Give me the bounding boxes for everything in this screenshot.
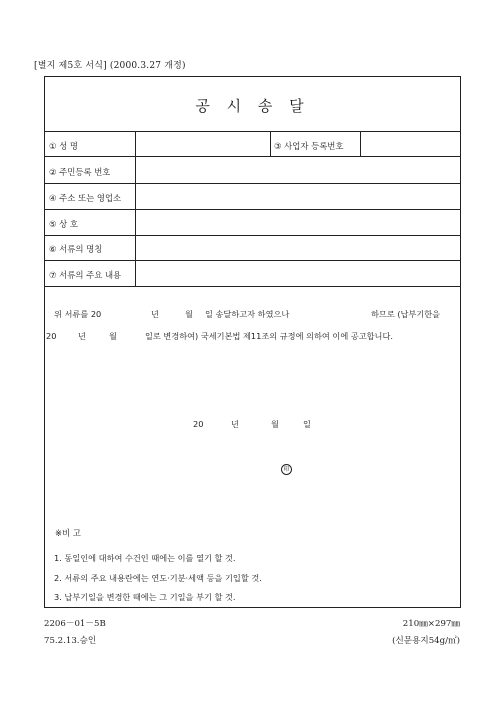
approval-date: 75.2.13.승인 [44,636,97,646]
date-day-unit: 일 [303,419,311,429]
statement-text: 월 [109,331,117,341]
paper-size: 210㎜×297㎜ [402,619,460,629]
form-title: 공 시 송 달 [195,97,310,115]
form-code: 2206－01－5B [44,619,106,629]
cell-divider [270,131,271,156]
table-bottom-border [45,286,460,287]
business-no-field[interactable] [361,132,461,156]
resident-no-field[interactable] [136,157,461,183]
resident-no-label: ② 주민등록 번호 [49,167,111,177]
statement-text: 20 [46,331,57,341]
name-label: ① 성 명 [49,141,79,151]
statement-text: 하므로 (납부기한을 [371,309,441,319]
statement-text: 일 송달하고자 하였으나 [205,309,290,319]
form-frame [44,76,461,608]
note-item: 1. 동일인에 대하여 수건인 때에는 이를 열기 할 것. [54,553,236,563]
notes-title: ※비 고 [55,528,81,538]
statement-text: 년 [151,309,159,319]
note-item: 3. 납부기일을 변경한 때에는 그 기일을 부기 할 것. [54,592,236,602]
statement-text: 일로 변경하여) 국세기본법 제11조의 규정에 의하여 이에 공고합니다. [145,331,393,341]
statement-text: 월 [185,309,193,319]
doc-content-field[interactable] [136,261,461,286]
doc-name-label: ⑥ 서류의 명칭 [49,244,103,254]
doc-name-field[interactable] [136,236,461,260]
doc-content-label: ⑦ 서류의 주요 내용 [49,270,122,280]
statement-text: 년 [78,331,86,341]
form-header: [별지 제5호 서식] (2000.3.27 개정) [34,61,186,71]
seal-mark: 印 [281,464,292,475]
address-label: ④ 주소 또는 영업소 [49,193,122,203]
business-no-label: ③ 사업자 등록번호 [274,141,344,151]
trade-name-label: ⑤ 상 호 [49,219,79,229]
date-month-unit: 월 [271,419,279,429]
address-field[interactable] [136,184,461,209]
paper-type: (신문용지54g/㎡) [392,636,460,646]
date-year: 20 [193,419,204,429]
date-year-unit: 년 [231,419,239,429]
name-field[interactable] [136,132,269,156]
trade-name-field[interactable] [136,210,461,235]
statement-text: 위 서류를 20 [54,309,102,319]
note-item: 2. 서류의 주요 내용란에는 연도·기분·세액 등을 기입할 것. [54,573,262,583]
